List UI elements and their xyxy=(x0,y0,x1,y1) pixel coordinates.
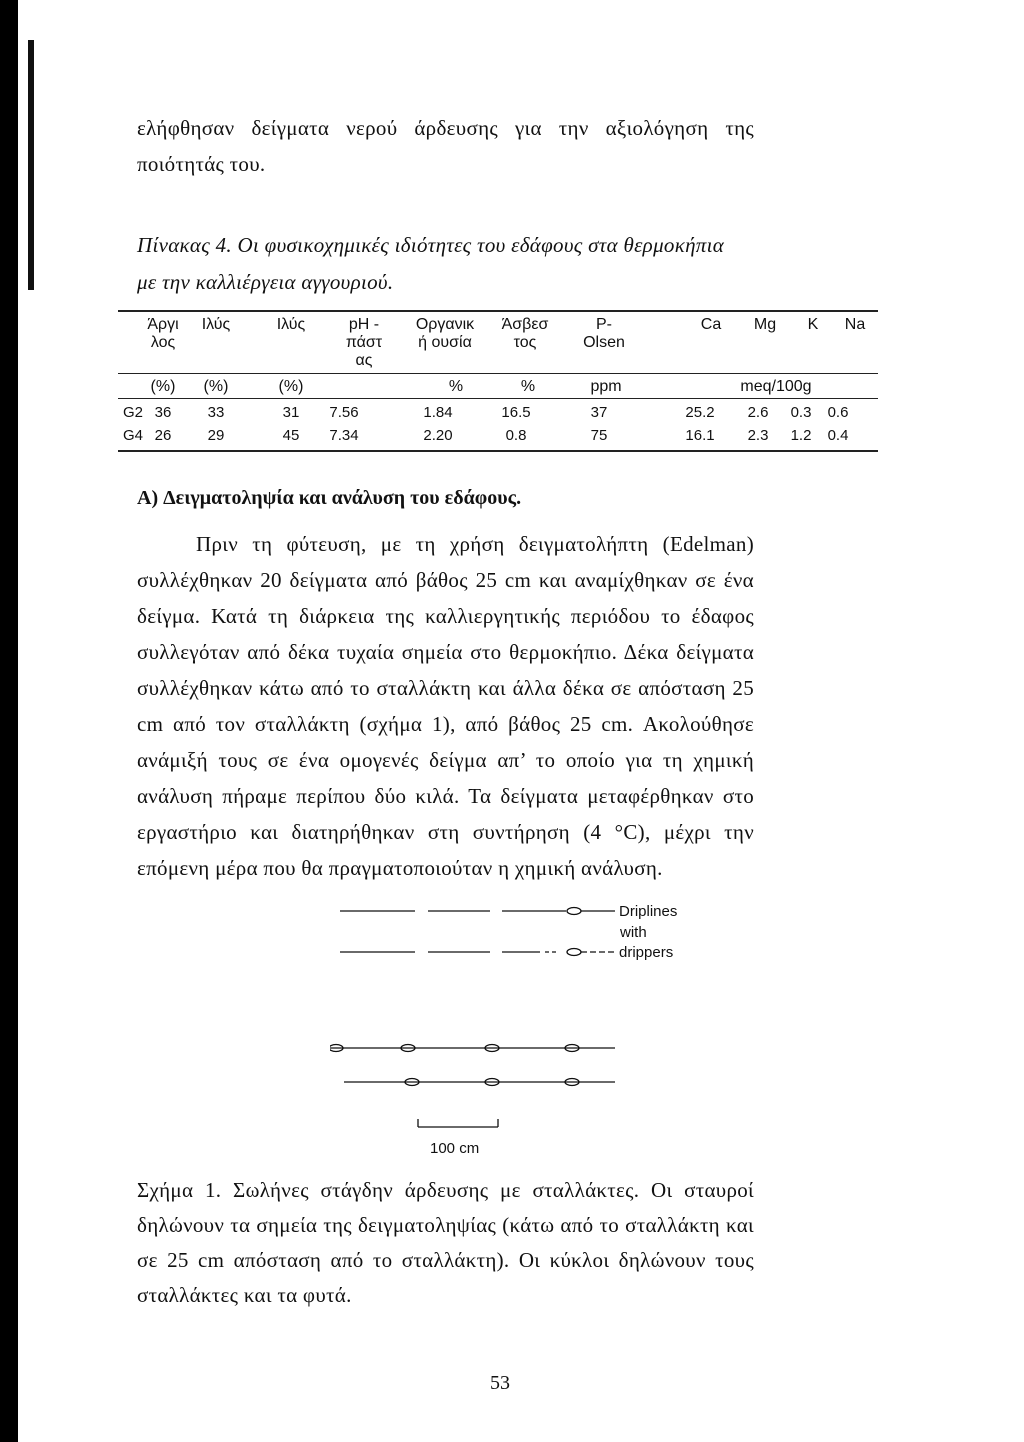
cell-g4-silt1: 29 xyxy=(207,427,225,444)
cell-g4-silt2: 45 xyxy=(282,427,300,444)
paragraph-line-8: ανάλυση πήραμε περίπου δύο κιλά. Τα δείγματα μεταφέρθηκαν στο xyxy=(137,784,754,808)
cell-g4-mg: 2.3 xyxy=(747,427,769,444)
header-ca: Ca xyxy=(700,316,722,333)
figure-caption-line-3: σε 25 cm απόσταση από το σταλλάκτη). Οι κύκλοι δηλώνουν τους xyxy=(137,1248,754,1272)
figure-caption-line-2: δηλώνουν τα σημεία της δειγματοληψίας (κάτω από το σταλλάκτη και xyxy=(137,1213,754,1237)
cell-g4-organic: 2.20 xyxy=(423,427,453,444)
table-top-rule xyxy=(118,310,878,312)
header-mg: Mg xyxy=(753,316,777,333)
header-organic-matter: Οργανικ ή ουσία xyxy=(415,316,475,351)
cell-g2-ca: 25.2 xyxy=(685,404,715,421)
cell-g2-lime: 16.5 xyxy=(501,404,531,421)
header-silt-1: Ιλύς xyxy=(201,316,231,333)
paragraph-line-6: cm από τον σταλλάκτη (σχήμα 1), από βάθος 25 cm. Ακολούθησε xyxy=(137,712,754,736)
page-number: 53 xyxy=(490,1372,510,1394)
units-rule xyxy=(118,398,878,399)
paragraph-line-4: συλλεγόταν από δέκα τυχαία σημεία στο θερμοκήπιο. Δέκα δείγματα xyxy=(137,640,754,664)
unit-lime: % xyxy=(520,378,536,395)
table-caption-line-1: Πίνακας 4. Οι φυσικοχημικές ιδιότητες του εδάφους στα θερμοκήπια xyxy=(137,233,725,257)
header-k: K xyxy=(807,316,819,333)
intro-line-1: ελήφθησαν δείγματα νερού άρδευσης για την αξιολόγηση της xyxy=(137,116,754,140)
paragraph-line-3: δείγμα. Κατά τη διάρκεια της καλλιεργητικής περιόδου το έδαφος xyxy=(137,604,754,628)
intro-line-2: ποιότητάς του. xyxy=(137,152,266,176)
table-caption-line-2: με την καλλιέργεια αγγουριού. xyxy=(137,270,394,294)
unit-organic: % xyxy=(448,378,464,395)
paragraph-line-5: συλλέχθηκαν κάτω από το σταλλάκτη και άλλα δέκα σε απόσταση 25 xyxy=(137,676,754,700)
header-na: Na xyxy=(844,316,866,333)
row-label-g4: G4 xyxy=(122,427,143,444)
unit-silt-2: (%) xyxy=(278,378,304,395)
header-p-olsen: P- Olsen xyxy=(583,316,625,351)
scan-mark xyxy=(28,40,34,290)
cell-g2-k: 0.3 xyxy=(790,404,812,421)
header-clay: Άργι λος xyxy=(147,316,179,351)
scan-edge xyxy=(0,0,18,1442)
cell-g2-organic: 1.84 xyxy=(423,404,453,421)
legend-label-with: with xyxy=(620,924,647,941)
paragraph-line-10: επόμενη μέρα που θα πραγματοποιούταν η χημική ανάλυση. xyxy=(137,856,663,880)
cell-g2-na: 0.6 xyxy=(827,404,849,421)
unit-silt-1: (%) xyxy=(203,378,229,395)
cell-g4-lime: 0.8 xyxy=(505,427,527,444)
section-heading: A) Δειγματοληψία και ανάλυση του εδάφους. xyxy=(137,487,522,509)
paragraph-line-1: Πριν τη φύτευση, με τη χρήση δειγματολήπτη (Edelman) xyxy=(196,532,754,556)
cell-g2-ph: 7.56 xyxy=(329,404,359,421)
header-silt-2: Ιλύς xyxy=(276,316,306,333)
cell-g4-clay: 26 xyxy=(154,427,172,444)
cell-g4-ph: 7.34 xyxy=(329,427,359,444)
cell-g4-p: 75 xyxy=(590,427,608,444)
cell-g2-clay: 36 xyxy=(154,404,172,421)
header-lime: Άσβεσ τος xyxy=(501,316,549,351)
paragraph-line-7: ανάμιξή τους σε ένα ομογενές δείγμα απ’ το οποίο για τη χημική xyxy=(137,748,754,772)
header-rule xyxy=(118,373,878,374)
cell-g2-silt1: 33 xyxy=(207,404,225,421)
dripline-figure xyxy=(330,895,690,1165)
figure-caption-line-1: Σχήμα 1. Σωλήνες στάγδην άρδευσης με σταλλάκτες. Οι σταυροί xyxy=(137,1178,754,1202)
paragraph-line-2: συλλέχθηκαν 20 δείγματα από βάθος 25 cm και αναμίχθηκαν σε ένα xyxy=(137,568,754,592)
table-bottom-rule xyxy=(118,450,878,452)
legend-label-driplines: Driplines xyxy=(619,903,678,920)
unit-clay: (%) xyxy=(150,378,176,395)
figure-caption-line-4: σταλλάκτες και τα φυτά. xyxy=(137,1283,352,1307)
cell-g2-silt2: 31 xyxy=(282,404,300,421)
unit-p: ppm xyxy=(590,378,622,395)
scale-label: 100 cm xyxy=(430,1140,480,1157)
header-ph: pH - πάστ ας xyxy=(345,316,383,369)
legend-label-drippers: drippers xyxy=(619,944,674,961)
row-label-g2: G2 xyxy=(122,404,143,421)
unit-cations: meq/100g xyxy=(740,378,812,395)
cell-g4-k: 1.2 xyxy=(790,427,812,444)
paragraph-line-9: εργαστήριο και διατηρήθηκαν στη συντήρηση (4 °C), μέχρι την xyxy=(137,820,754,844)
cell-g4-na: 0.4 xyxy=(827,427,849,444)
cell-g4-ca: 16.1 xyxy=(685,427,715,444)
cell-g2-mg: 2.6 xyxy=(747,404,769,421)
cell-g2-p: 37 xyxy=(590,404,608,421)
